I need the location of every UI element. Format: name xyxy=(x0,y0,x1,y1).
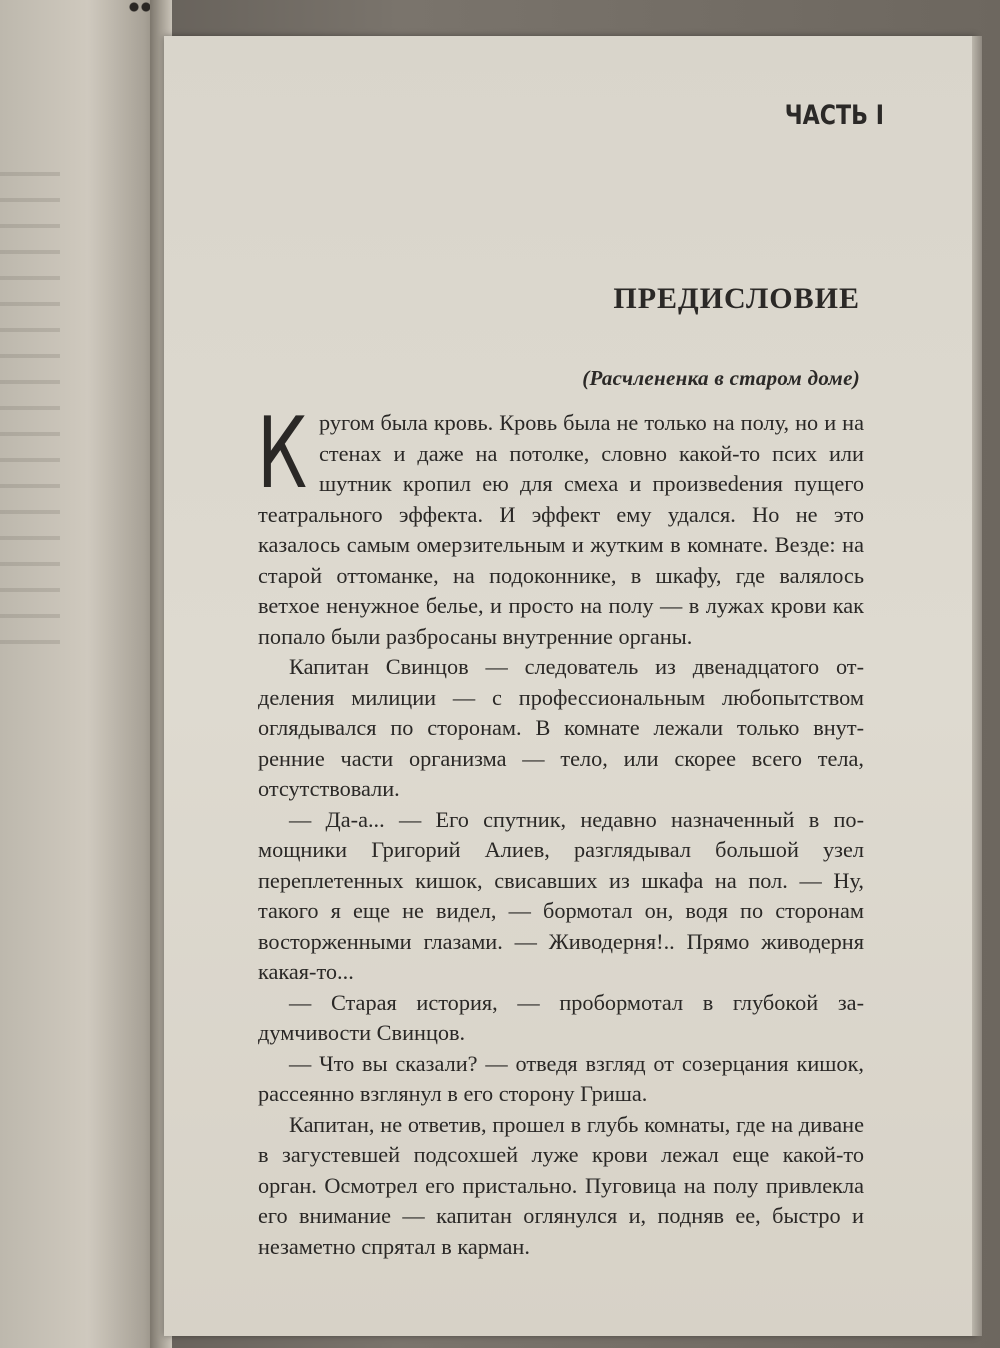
paragraph-6: Капитан, не ответив, прошел в глубь комнаты, где на диване в загустевшей подсохшей луже крови лежал еще какой-то орган. Осмотрел его пристально. Пуговица на полу привлекла его внимание — капитан оглянулся и, подняв ее, быстро и незаметно спрятал в карман. xyxy=(258,1111,864,1259)
paragraph-1 xyxy=(257,397,864,652)
paragraph-2: Капитан Свинцов — следователь из двенадцатого отделения милиции — с профессиональным любопытством оглядывался по сторонам. В комнате лежали только внутренние части организма — тело, или скорее всего тела, отсутствовали. xyxy=(258,654,864,801)
chapter-title: ПРЕДИСЛОВИЕ xyxy=(613,282,860,315)
drop-cap: К xyxy=(257,397,308,511)
paragraph-1-text: ругом была кровь. Кровь была не только на полу, но и на стенах и даже на потолке, словно какой-то псих или шутник кропил ею для смеха и произвеdения пущего театрального эффекта. И эффект ему удался. Но не это казалось самым омерзительным и жутким в комнате. Везде: на старой оттоманке, на подоконнике, в шкафу, где валялось ветхое ненужное белье, и просто на полу — в лужах крови как попало были разбросаны внутренние органы. xyxy=(258,410,864,649)
left-page-bleed-text xyxy=(0,150,60,650)
part-title: ЧАСТЬ I xyxy=(784,100,884,131)
paragraph-3: — Да-а... — Его спутник, недавно назначенный в помощники Григорий Алиев, разглядывал большой узел переплетенных кишок, свисавших из шкафа на пол. — Ну, такого я еще не видел, — бормотал он, водя по сторонам восторженными глазами. — Живодерня!.. Прямо живодерня какая-то... xyxy=(258,806,864,984)
binding-thread xyxy=(128,0,152,14)
body-text xyxy=(257,397,864,1262)
paragraph-5: — Что вы сказали? — отведя взгляд от созерцания кишок, рассеянно взглянул в его сторону Гриша. xyxy=(258,1050,864,1106)
page-edge xyxy=(972,36,982,1336)
chapter-subtitle: (Расчлененка в старом доме) xyxy=(582,366,860,390)
left-page xyxy=(0,0,160,1348)
paragraph-4: — Старая история, — пробормотал в глубокой задумчивости Свинцов. xyxy=(258,989,864,1045)
